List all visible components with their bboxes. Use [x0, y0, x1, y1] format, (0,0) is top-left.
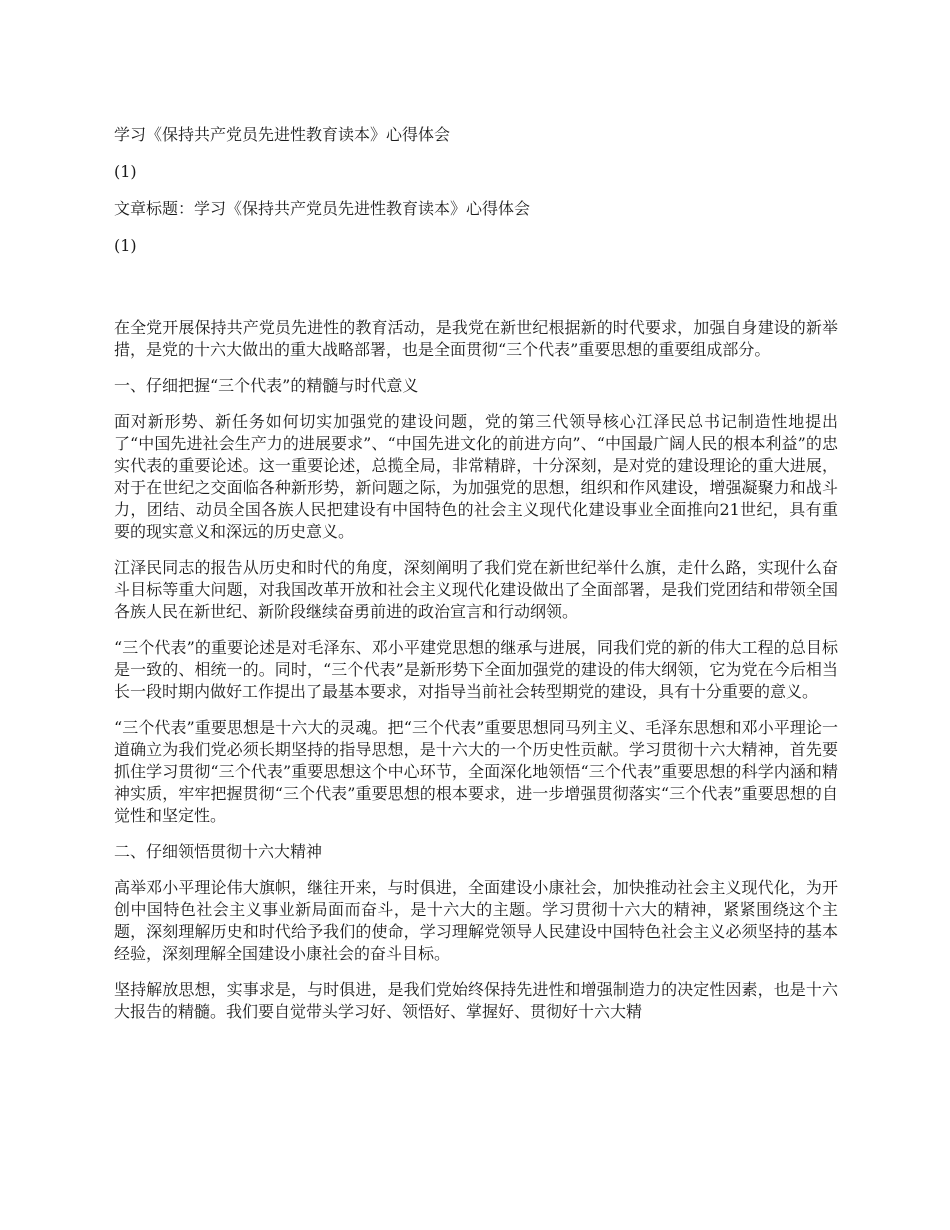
document-title-number: (1)	[114, 162, 137, 181]
paragraph: 江泽民同志的报告从历史和时代的角度，深刻阐明了我们党在新世纪举什么旗，走什么路，实现什么奋斗目标等重大问题，对我国改革开放和社会主义现代化建设做出了全面部署，是我们党团结和带领全国各族人民在新世纪、新阶段继续奋勇前进的政治宣言和行动纲领。	[114, 558, 838, 621]
paragraph: “三个代表”的重要论述是对毛泽东、邓小平建党思想的继承与进展，同我们党的新的伟大工程的总目标是一致的、相统一的。同时，“三个代表”是新形势下全面加强党的建设的伟大纲领，它为党在今后相当长一段时期内做好工作提出了最基本要求，对指导当前社会转型期党的建设，具有十分重要的意义。	[114, 638, 838, 701]
section-heading-2: 二、仔细领悟贯彻十六大精神	[114, 842, 323, 861]
article-title-number: (1)	[114, 236, 137, 255]
paragraph: 面对新形势、新任务如何切实加强党的建设问题，党的第三代领导核心江泽民总书记制造性地提出了“中国先进社会生产力的进展要求”、“中国先进文化的前进方向”、“中国最广阔人民的根本利益”的忠实代表的重要论述。这一重要论述，总揽全局，非常精辟，十分深刻，是对党的建设理论的重大进展，对于在世纪之交面临各种新形势，新问题之际，为加强党的思想，组织和作风建设，增强凝聚力和战斗力，团结、动员全国各族人民把建设有中国特色的社会主义现代化建设事业全面推向21世纪，具有重要的现实意义和深远的历史意义。	[114, 412, 838, 541]
article-title: 文章标题：学习《保持共产党员先进性教育读本》心得体会	[114, 199, 531, 218]
paragraph: 高举邓小平理论伟大旗帜，继往开来，与时俱进，全面建设小康社会，加快推动社会主义现代化，为开创中国特色社会主义事业新局面而奋斗，是十六大的主题。学习贯彻十六大的精神，紧紧围绕这个主题，深刻理解历史和时代给予我们的使命，学习理解党领导人民建设中国特色社会主义必须坚持的基本经验，深刻理解全国建设小康社会的奋斗目标。	[114, 878, 838, 963]
paragraph-intro: 在全党开展保持共产党员先进性的教育活动，是我党在新世纪根据新的时代要求，加强自身建设的新举措，是党的十六大做出的重大战略部署，也是全面贯彻“三个代表”重要思想的重要组成部分。	[114, 318, 838, 359]
paragraph: “三个代表”重要思想是十六大的灵魂。把“三个代表”重要思想同马列主义、毛泽东思想和邓小平理论一道确立为我们党必须长期坚持的指导思想，是十六大的一个历史性贡献。学习贯彻十六大精神，首先要抓住学习贯彻“三个代表”重要思想这个中心环节，全面深化地领悟“三个代表”重要思想的科学内涵和精神实质，牢牢把握贯彻“三个代表”重要思想的根本要求，进一步增强贯彻落实“三个代表”重要思想的自觉性和坚定性。	[114, 718, 838, 825]
section-heading-1: 一、仔细把握“三个代表”的精髓与时代意义	[114, 376, 419, 395]
document-title: 学习《保持共产党员先进性教育读本》心得体会	[114, 125, 451, 144]
document-body	[114, 124, 838, 1037]
paragraph: 坚持解放思想，实事求是，与时俱进，是我们党始终保持先进性和增强制造力的决定性因素，也是十六大报告的精髓。我们要自觉带头学习好、领悟好、掌握好、贯彻好十六大精	[114, 980, 838, 1021]
